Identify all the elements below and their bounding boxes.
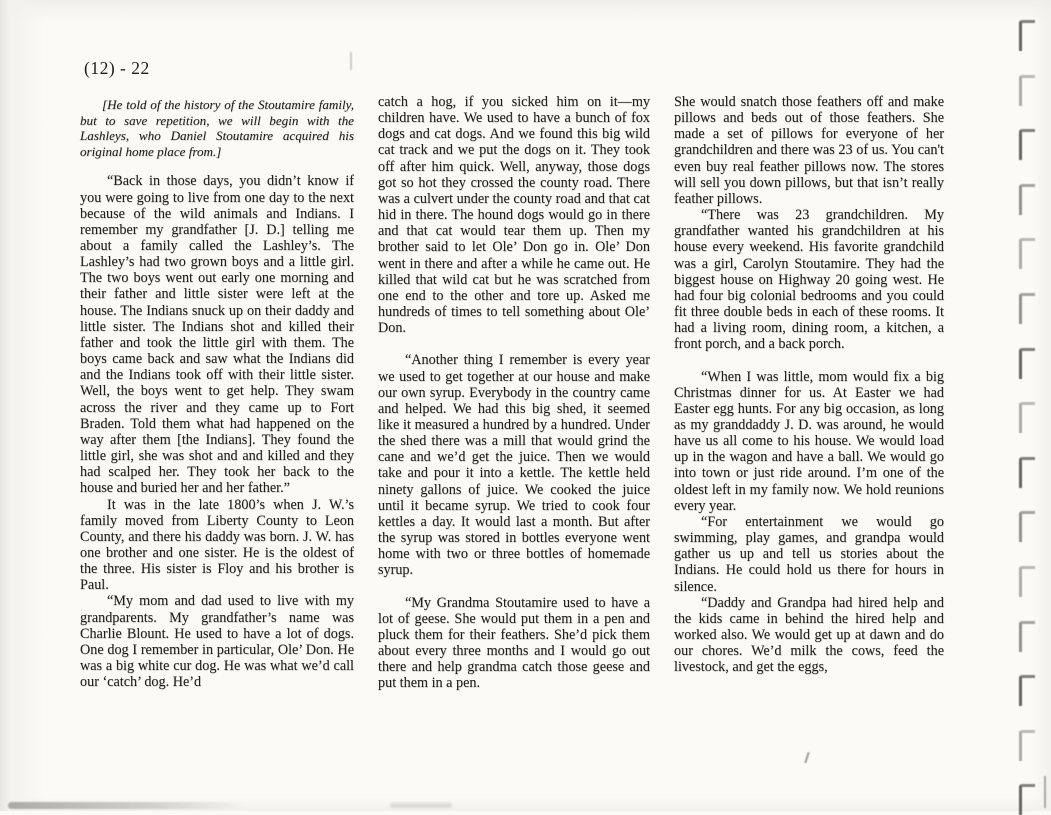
binding-mark bbox=[1019, 457, 1035, 488]
scan-stray-mark bbox=[804, 752, 809, 763]
binding-mark bbox=[1019, 348, 1035, 379]
paragraph-when-i-was-little: “When I was little, mom would fix a big Christmas dinner for us. At Easter we had Easter egg hunts. For any big occasion, as long as my granddaddy J. D. was around, he would have us all come to his house. We would load up in the wagon and have a ball. We would go into town or just ride around. I’m one of the oldest left in my family now. We hold reunions every year. bbox=[674, 368, 944, 514]
scan-edge-line bbox=[1044, 776, 1046, 808]
paragraph-another-thing: “Another thing I remember is every year we used to get together at our house and make our own syrup. Everybody in the country came and helped. We had this big shed, it seemed like it measured a hundred by a hundred. Under the shed there was a mill that would grind the cane and we’d get the juice. Then we would take and pour it into a kettle. The kettle held ninety gallons of juice. We cooked the juice until it became syrup. We tried to cook four kettles a day. It would last a month. But after the syrup was stored in bottles everyone went home with two or three bottles of homemade syrup. bbox=[378, 352, 650, 579]
text-column-1 bbox=[80, 97, 354, 690]
paragraph-daddy-and-grandpa: “Daddy and Grandpa had hired help and the kids came in behind the hired help and worked also. We would get up at dawn and do our chores. We’d milk the cows, feed the livestock, and get the eggs, bbox=[674, 594, 944, 676]
paragraph-late-1800s: It was in the late 1800’s when J. W.’s family moved from Liberty County to Leon County, and there his daddy was born. J. W. has one brother and one sister. He is the oldest of the three. His sister is Floy and his brother is Paul. bbox=[80, 496, 354, 594]
binding-mark bbox=[1019, 566, 1035, 597]
binding-marks bbox=[1011, 0, 1051, 811]
scan-smudge bbox=[8, 802, 246, 809]
binding-mark bbox=[1019, 238, 1035, 269]
binding-mark bbox=[1019, 675, 1035, 706]
binding-mark bbox=[1019, 293, 1035, 324]
binding-mark bbox=[1019, 402, 1035, 433]
paragraph-back-in-those-days: “Back in those days, you didn’t know if you were going to live from one day to the next because of the wild animals and Indians. I remember my grandfather [J. D.] telling me about a family called the Lashley’s. The Lashley’s had two grown boys and a little girl. The two boys went out early one morning and their father and little sister were left at the house. The Indians snuck up on their daddy and little sister. The Indians shot and killed their father and took the little girl with them. The boys came back and saw what the Indians did and the Indians took off with their little sister. Well, the boys went to get help. They swam across the river and they came up to Fort Braden. Told them what had happened on the way after them [the Indians]. They found the little girl, she was shot and and killed and they had scalped her. They took her back to the house and buried her and her father.” bbox=[80, 173, 354, 497]
paragraph-23-grandchildren: “There was 23 grandchildren. My grandfather wanted his grandchildren at his house every weekend. His favorite grandchild was a girl, Carolyn Stoutamire. They had the biggest house on Highway 20 going west. He had four big colonial bedrooms and you could fit three double beds in each of these rooms. It had a living room, dining room, a kitchen, a front porch, and a back porch. bbox=[674, 207, 944, 353]
binding-mark bbox=[1019, 129, 1035, 160]
text-column-2 bbox=[378, 94, 650, 691]
editorial-note: [He told of the history of the Stoutamire family, but to save repetition, we will begin with the Lashleys, who Daniel Stoutamire acquired his original home place from.] bbox=[80, 97, 354, 159]
binding-mark bbox=[1019, 511, 1035, 542]
paragraph-my-mom-and-dad: “My mom and dad used to live with my grandparents. My grandfather’s name was Charlie Blount. He used to have a lot of dogs. One dog I remember in particular, Ole’ Don. He was a big white cur dog. He was what we’d call our ‘catch’ dog. He’d bbox=[80, 593, 354, 691]
text-column-3 bbox=[674, 94, 944, 675]
binding-mark bbox=[1019, 730, 1035, 761]
binding-mark bbox=[1019, 75, 1035, 106]
paragraph-snatch-feathers: She would snatch those feathers off and make pillows and beds out of those feathers. She made a set of pillows for everyone of her grandchildren and there was 23 of us. You can't even buy real feather pillows now. The stores will sell you down pillows, but that isn’t really feather pillows. bbox=[674, 94, 944, 207]
paragraph-for-entertainment: “For entertainment we would go swimming, play games, and grandpa would gather us up and tell us stories about the Indians. He could hold us there for hours in silence. bbox=[674, 513, 944, 595]
paragraph-catch-a-hog: catch a hog, if you sicked him on it—my children have. We used to have a bunch of fox dogs and cat dogs. And we found this big wild cat track and we put the dogs on it. They took off after him quick. Well, anyway, those dogs got so hot they crossed the county road. There was a culvert under the county road and that cat hid in there. The hound dogs would go in there and that cat would tear them up. Then my brother said to let Ole’ Don go in. Ole’ Don went in there and after a while he came out. He killed that wild cat but he was scratched from one end to the other and tore up. Asked me hundreds of times to tell something about Ole’ Don. bbox=[378, 94, 650, 337]
paragraph-grandma-stoutamire: “My Grandma Stoutamire used to have a lot of geese. She would put them in a pen and pluck them for their feathers. She’d pick them about every three months and I would go out there and help grandma catch those geese and put them in a pen. bbox=[378, 594, 650, 692]
binding-mark bbox=[1019, 20, 1035, 51]
page-number: (12) - 22 bbox=[84, 58, 150, 78]
binding-mark bbox=[1019, 784, 1035, 815]
scan-smudge bbox=[390, 803, 452, 808]
binding-mark bbox=[1019, 184, 1035, 215]
scan-stray-mark bbox=[350, 52, 352, 70]
binding-mark bbox=[1019, 621, 1035, 652]
